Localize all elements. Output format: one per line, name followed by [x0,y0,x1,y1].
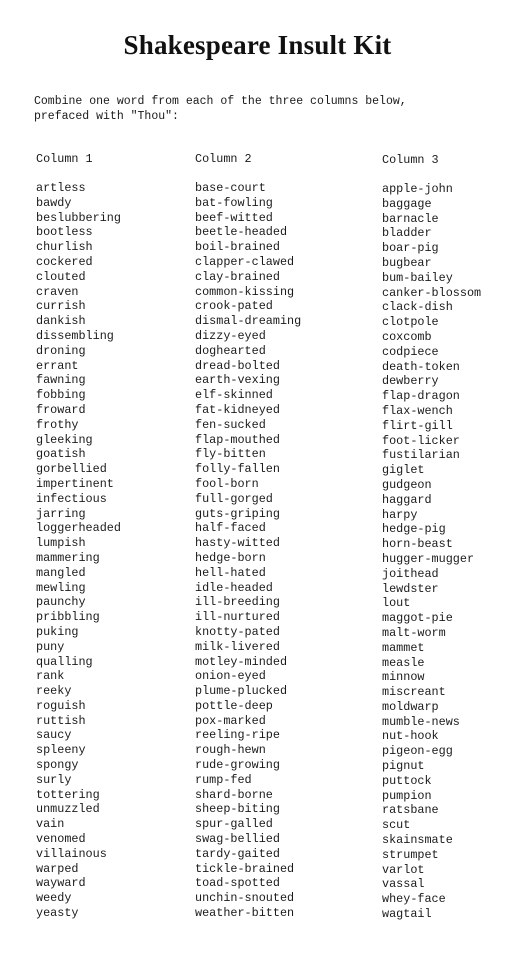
word-item: infectious [36,491,107,506]
word-item: dewberry [382,374,439,389]
word-item: haggard [382,492,432,507]
word-item: weedy [36,891,72,906]
word-item: unchin-snouted [195,891,295,906]
word-item: vassal [382,877,425,892]
instructions [34,94,494,124]
word-item: mangled [36,565,86,580]
word-item: ill-nurtured [195,610,280,625]
word-item: fool-born [195,476,259,491]
word-item: bum-bailey [382,270,453,285]
word-item: bootless [36,225,93,240]
word-item: hedge-born [195,550,266,565]
word-item: measle [382,655,425,670]
word-item: earth-vexing [195,373,280,388]
word-item: codpiece [382,344,439,359]
column-1-word-list [36,181,121,921]
word-item: barnacle [382,211,439,226]
column-1 [36,151,121,921]
word-item: toad-spotted [195,876,280,891]
word-item: lewdster [382,581,439,596]
word-item: clapper-clawed [195,254,295,269]
word-item: full-gorged [195,491,273,506]
word-item: fen-sucked [195,417,266,432]
word-item: clay-brained [195,269,280,284]
word-item: bat-fowling [195,195,273,210]
page-title: Shakespeare Insult Kit [123,30,392,60]
word-item: weather-bitten [195,906,295,921]
word-item: spleeny [36,743,86,758]
instructions-line-2: prefaced with "Thou": [34,110,179,123]
word-item: joithead [382,566,439,581]
word-item: churlish [36,240,93,255]
column-2-word-list [195,181,301,921]
word-item: fawning [36,373,86,388]
word-item: tardy-gaited [195,846,280,861]
word-item: mumble-news [382,714,460,729]
column-1-header: Column 1 [36,152,93,166]
word-item: impertinent [36,476,114,491]
word-item: milk-livered [195,639,280,654]
word-item: dankish [36,314,86,329]
word-item: pribbling [36,610,100,625]
word-item: surly [36,772,72,787]
word-item: base-court [195,181,266,195]
word-item: mammet [382,640,425,655]
word-item: pox-marked [195,713,266,728]
word-item: wayward [36,876,86,891]
word-item: puking [36,624,79,639]
word-item: ratsbane [382,803,439,818]
word-item: knotty-pated [195,624,280,639]
word-item: errant [36,358,79,373]
word-item: hasty-witted [195,536,280,551]
word-item: maggot-pie [382,611,453,626]
word-item: dissembling [36,328,114,343]
word-item: clotpole [382,315,439,330]
word-item: frothy [36,417,79,432]
word-item: doghearted [195,343,266,358]
word-item: froward [36,402,86,417]
word-item: skainsmate [382,833,453,848]
word-item: folly-fallen [195,462,280,477]
word-item: scut [382,818,411,833]
word-item: goatish [36,447,86,462]
word-item: artless [36,181,86,195]
word-item: giglet [382,463,425,478]
word-item: minnow [382,670,425,685]
word-item: beslubbering [36,210,121,225]
word-item: rough-hewn [195,743,266,758]
instructions-line-1: Combine one word from each of the three columns below, [34,95,407,108]
word-item: lout [382,596,411,611]
word-item: unmuzzled [36,802,100,817]
word-item: shard-borne [195,787,273,802]
word-item: flap-dragon [382,389,460,404]
column-2 [195,151,301,921]
word-item: craven [36,284,79,299]
word-item: harpy [382,507,418,522]
word-item: pignut [382,759,425,774]
word-item: beetle-headed [195,225,288,240]
word-item: common-kissing [195,284,295,299]
word-item: hugger-mugger [382,551,475,566]
word-item: rump-fed [195,772,252,787]
word-item: canker-blossom [382,285,482,300]
word-item: crook-pated [195,299,273,314]
word-item: bladder [382,226,432,241]
word-item: gleeking [36,432,93,447]
word-item: spongy [36,758,79,773]
word-item: idle-headed [195,580,273,595]
word-item: moldwarp [382,699,439,714]
word-item: foot-licker [382,433,460,448]
word-item: tottering [36,787,100,802]
word-item: wagtail [382,907,432,922]
word-item: villainous [36,846,107,861]
word-item: ill-breeding [195,595,280,610]
word-item: spur-galled [195,817,273,832]
word-item: strumpet [382,847,439,862]
word-item: onion-eyed [195,669,266,684]
word-item: rude-growing [195,758,280,773]
word-item: mewling [36,580,86,595]
word-item: rank [36,669,65,684]
word-item: horn-beast [382,537,453,552]
word-item: guts-griping [195,506,280,521]
word-item: baggage [382,196,432,211]
word-item: vain [36,817,65,832]
word-item: saucy [36,728,72,743]
column-2-header: Column 2 [195,152,252,166]
word-item: dismal-dreaming [195,314,302,329]
word-item: lumpish [36,536,86,551]
word-item: puttock [382,773,432,788]
word-item: half-faced [195,521,266,536]
word-item: pottle-deep [195,698,273,713]
word-item: apple-john [382,182,453,196]
word-item: venomed [36,832,86,847]
word-item: miscreant [382,685,446,700]
word-item: cockered [36,254,93,269]
column-3-word-list [382,182,481,922]
word-item: fustilarian [382,448,460,463]
word-item: malt-worm [382,625,446,640]
word-item: yeasty [36,906,79,921]
word-item: droning [36,343,86,358]
word-item: jarring [36,506,86,521]
word-item: fat-kidneyed [195,402,280,417]
word-item: flirt-gill [382,418,453,433]
word-item: sheep-biting [195,802,280,817]
word-item: loggerheaded [36,521,121,536]
word-item: ruttish [36,713,86,728]
word-item: dread-bolted [195,358,280,373]
word-item: pigeon-egg [382,744,453,759]
word-item: death-token [382,359,460,374]
word-item: tickle-brained [195,861,295,876]
word-item: elf-skinned [195,388,273,403]
word-item: boil-brained [195,240,280,255]
word-item: bugbear [382,255,432,270]
word-item: fly-bitten [195,447,266,462]
word-item: clouted [36,269,86,284]
word-item: bawdy [36,195,72,210]
word-item: pumpion [382,788,432,803]
word-item: hedge-pig [382,522,446,537]
word-item: beef-witted [195,210,273,225]
column-3-header: Column 3 [382,153,439,167]
word-item: qualling [36,654,93,669]
word-item: plume-plucked [195,684,288,699]
word-item: coxcomb [382,329,432,344]
word-item: reeling-ripe [195,728,280,743]
word-item: clack-dish [382,300,453,315]
word-item: swag-bellied [195,832,280,847]
word-item: varlot [382,862,425,877]
word-item: roguish [36,698,86,713]
word-item: warped [36,861,79,876]
word-item: flax-wench [382,403,453,418]
word-item: puny [36,639,65,654]
word-item: boar-pig [382,241,439,256]
word-item: flap-mouthed [195,432,280,447]
word-item: mammering [36,550,100,565]
word-item: reeky [36,684,72,699]
word-item: whey-face [382,892,446,907]
word-item: dizzy-eyed [195,328,266,343]
column-3 [382,152,481,922]
word-item: hell-hated [195,565,266,580]
word-item: fobbing [36,388,86,403]
word-item: gudgeon [382,477,432,492]
word-item: nut-hook [382,729,439,744]
word-item: currish [36,299,86,314]
word-item: gorbellied [36,462,107,477]
word-item: paunchy [36,595,86,610]
word-item: motley-minded [195,654,288,669]
